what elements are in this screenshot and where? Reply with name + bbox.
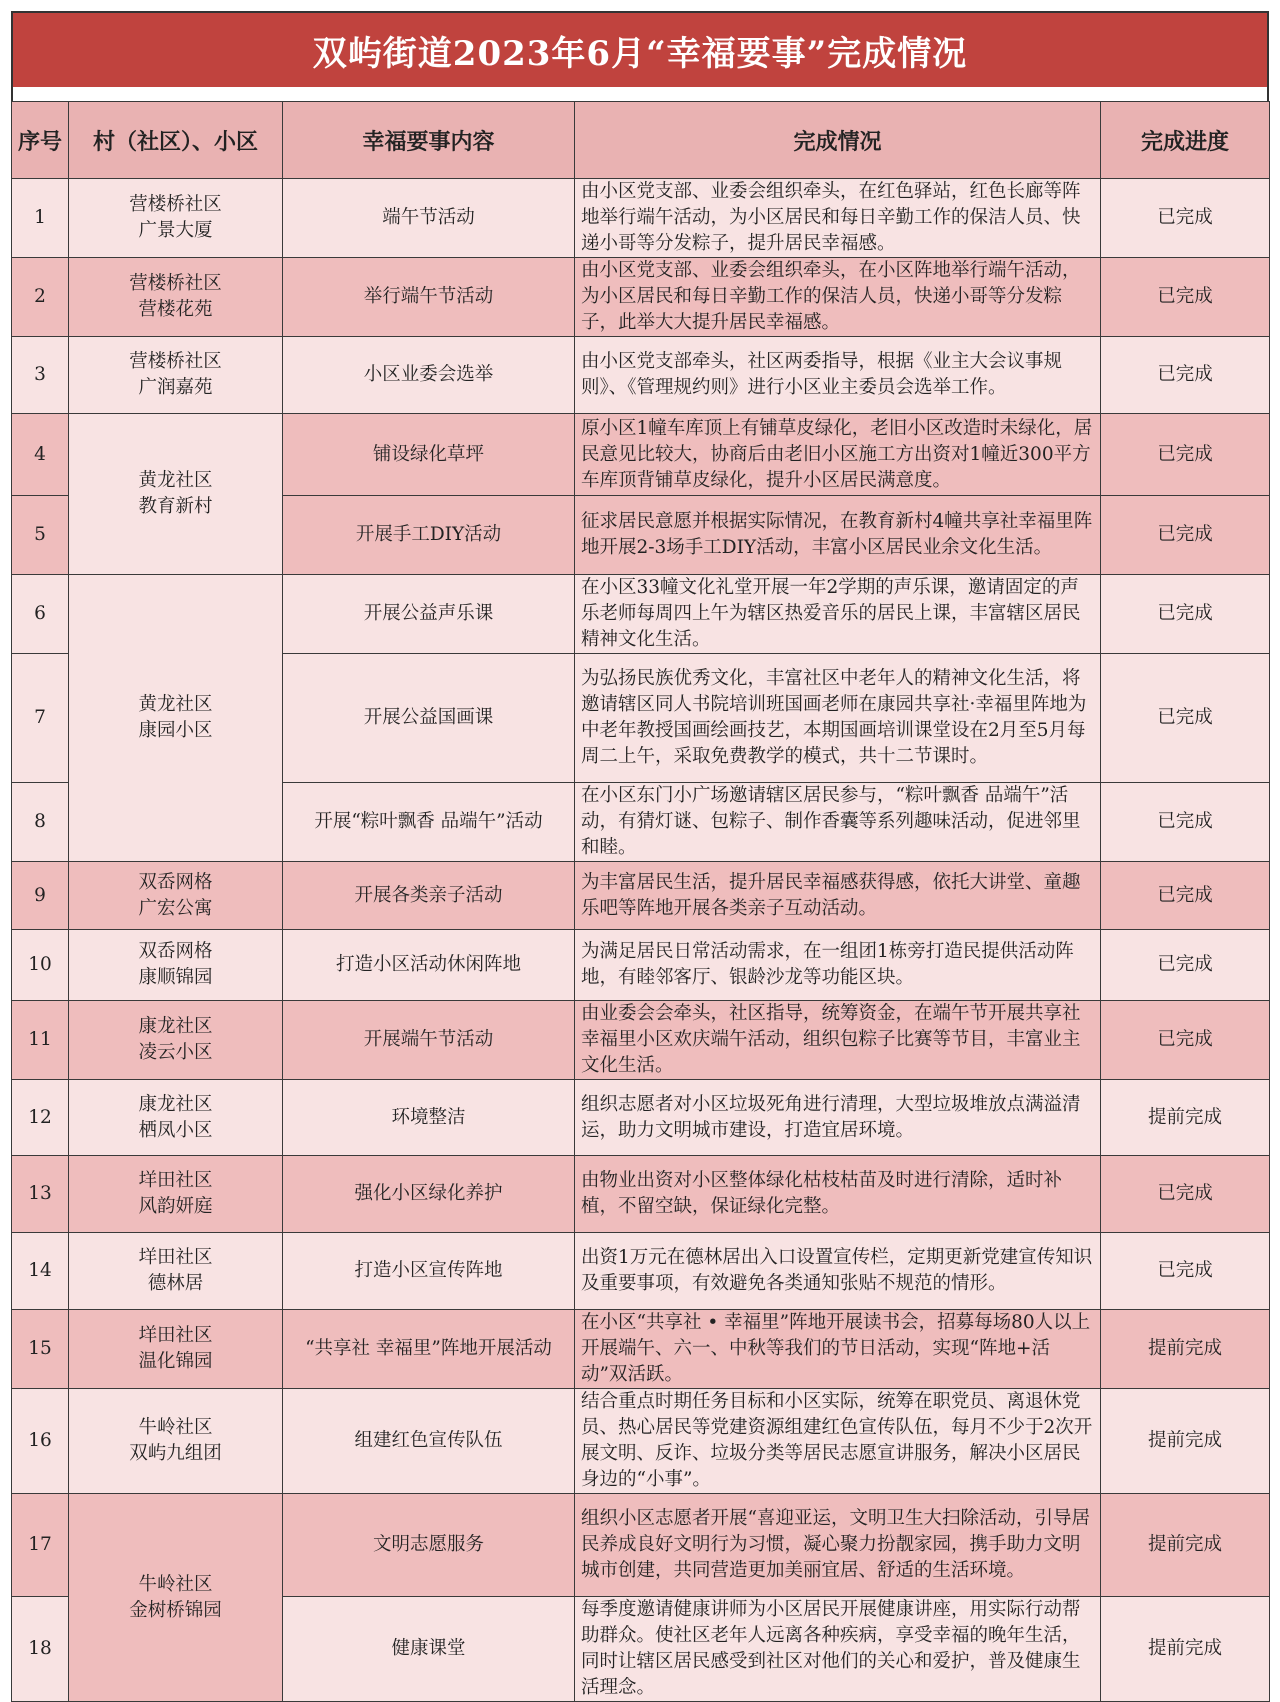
row-progress: 提前完成 [1101,1310,1270,1389]
table-row [12,1494,1270,1597]
row-status: 在小区东门小广场邀请辖区居民参与，“粽叶飘香 品端午”活动，有猜灯谜、包粽子、制作香囊等系列趣味活动，促进邻里和睦。 [575,783,1101,862]
row-status: 由小区党支部、业委会组织牵头，在小区阵地举行端午活动，为小区居民和每日辛勤工作的保洁人员，快递小哥等分发粽子，此举大大提升居民幸福感。 [575,258,1101,337]
community-name: 双岙网格 [138,941,213,962]
table-row [12,337,1270,414]
header-seq: 序号 [12,102,69,179]
header-community: 村（社区）、小区 [69,102,283,179]
row-status: 每季度邀请健康讲师为小区居民开展健康讲座，用实际行动帮助群众。使社区老年人远离各种疾病，享受幸福的晚年生活，同时让辖区居民感受到社区对他们的关心和爱护，普及健康生活理念。 [575,1597,1101,1702]
row-content: 开展端午节活动 [283,1001,575,1080]
page-title: 双屿街道2023年6月“幸福要事”完成情况 [11,11,1269,87]
estate-name: 营楼花苑 [138,299,213,320]
row-status: 由业委会会牵头，社区指导，统筹资金，在端午节开展共享社 幸福里小区欢庆端午活动，组织包粽子比赛等节目，丰富业主文化生活。 [575,1001,1101,1080]
community-name: 垟田社区 [138,1247,213,1268]
estate-name: 康顺锦园 [138,967,213,988]
community-name: 营楼桥社区 [129,194,222,215]
row-community-cell [69,1001,283,1080]
row-progress: 已完成 [1101,258,1270,337]
row-progress: 已完成 [1101,1001,1270,1080]
estate-name: 凌云小区 [138,1042,213,1063]
completion-table [11,101,1270,1702]
row-status: 由小区党支部、业委会组织牵头，在红色驿站，红色长廊等阵地举行端午活动，为小区居民和每日辛勤工作的保洁人员、快递小哥等分发粽子，提升居民幸福感。 [575,179,1101,258]
row-progress: 已完成 [1101,1156,1270,1233]
community-name: 牛岭社区 [138,1573,213,1595]
community-name: 康龙社区 [138,1016,213,1037]
estate-name: 德林居 [147,1273,204,1294]
table-row [12,930,1270,1001]
row-seq: 8 [12,783,69,862]
row-progress: 已完成 [1101,337,1270,414]
row-progress: 提前完成 [1101,1597,1270,1702]
estate-name: 广宏公寓 [138,897,213,919]
row-content: 端午节活动 [283,179,575,258]
row-seq: 5 [12,496,69,575]
estate-name: 教育新村 [138,496,213,517]
row-progress: 已完成 [1101,496,1270,575]
row-progress: 提前完成 [1101,1080,1270,1156]
row-progress: 已完成 [1101,414,1270,496]
row-seq: 1 [12,179,69,258]
row-community-cell [69,1389,283,1494]
row-status: 由小区党支部牵头，社区两委指导，根据《业主大会议事规则》、《管理规约则》进行小区业主委员会选举工作。 [575,337,1101,414]
table-row [12,1156,1270,1233]
community-name: 黄龙社区 [138,470,213,491]
row-status: 在小区33幢文化礼堂开展一年2学期的声乐课，邀请固定的声乐老师每周四上午为辖区热爱音乐的居民上课，丰富辖区居民精神文化生活。 [575,575,1101,654]
estate-name: 双屿九组团 [129,1443,222,1464]
row-community-cell [69,258,283,337]
row-seq: 9 [12,862,69,930]
row-community-cell [69,862,283,930]
row-seq: 18 [12,1597,69,1702]
row-status: 由物业出资对小区整体绿化枯枝枯苗及时进行清除，适时补植，不留空缺，保证绿化完整。 [575,1156,1101,1233]
estate-name: 温化锦园 [138,1351,213,1372]
row-community-cell [69,1080,283,1156]
row-seq: 13 [12,1156,69,1233]
row-content: 小区业委会选举 [283,337,575,414]
row-progress: 已完成 [1101,654,1270,783]
row-status: 征求居民意愿并根据实际情况，在教育新村4幢共享社幸福里阵地开展2-3场手工DIY活动，丰富小区居民业余文化生活。 [575,496,1101,575]
row-seq: 15 [12,1310,69,1389]
table-row [12,414,1270,496]
row-seq: 12 [12,1080,69,1156]
row-community-cell [69,179,283,258]
row-community-cell [69,930,283,1001]
table-row [12,1389,1270,1494]
row-content: 强化小区绿化养护 [283,1156,575,1233]
row-content: 开展公益国画课 [283,654,575,783]
row-progress: 提前完成 [1101,1389,1270,1494]
table-header-row [12,102,1270,179]
title-gap [11,87,1269,101]
row-progress: 已完成 [1101,575,1270,654]
row-content: 组建红色宣传队伍 [283,1389,575,1494]
row-progress: 已完成 [1101,930,1270,1001]
row-content: 开展“粽叶飘香 品端午”活动 [283,783,575,862]
community-name: 牛岭社区 [138,1417,213,1438]
row-seq: 2 [12,258,69,337]
row-content: 打造小区活动休闲阵地 [283,930,575,1001]
table-row [12,179,1270,258]
header-content: 幸福要事内容 [283,102,575,179]
row-status: 组织小区志愿者开展“喜迎亚运，文明卫生大扫除活动，引导居民养成良好文明行为习惯，凝心聚力扮靓家园，携手助力文明城市创建，共同营造更加美丽宜居、舒适的生活环境。 [575,1494,1101,1597]
row-seq: 7 [12,654,69,783]
row-progress: 已完成 [1101,783,1270,862]
row-community-cell [69,1156,283,1233]
row-community-cell [69,575,283,862]
table-row [12,258,1270,337]
row-progress: 已完成 [1101,862,1270,930]
row-seq: 3 [12,337,69,414]
row-content: 健康课堂 [283,1597,575,1702]
community-name: 营楼桥社区 [129,273,222,294]
estate-name: 广景大厦 [138,220,213,241]
row-content: 开展各类亲子活动 [283,862,575,930]
estate-name: 栖凤小区 [138,1119,213,1141]
row-progress: 已完成 [1101,179,1270,258]
row-seq: 16 [12,1389,69,1494]
row-community-cell [69,1494,283,1702]
row-content: 开展公益声乐课 [283,575,575,654]
row-community-cell [69,414,283,575]
report-frame [11,11,1269,1702]
row-progress: 已完成 [1101,1233,1270,1310]
row-community-cell [69,1310,283,1389]
row-content: 环境整洁 [283,1080,575,1156]
header-progress: 完成进度 [1101,102,1270,179]
community-name: 垟田社区 [138,1325,213,1346]
estate-name: 金树桥锦园 [129,1599,222,1621]
header-status: 完成情况 [575,102,1101,179]
table-row [12,1080,1270,1156]
community-name: 康龙社区 [138,1093,213,1115]
row-content: 打造小区宣传阵地 [283,1233,575,1310]
row-status: 为丰富居民生活，提升居民幸福感获得感，依托大讲堂、童趣乐吧等阵地开展各类亲子互动活动。 [575,862,1101,930]
row-seq: 6 [12,575,69,654]
row-status: 结合重点时期任务目标和小区实际，统筹在职党员、离退休党员、热心居民等党建资源组建红色宣传队伍，每月不少于2次开展文明、反诈、垃圾分类等居民志愿宣讲服务，解决小区居民身边的“小事”。 [575,1389,1101,1494]
row-content: 开展手工DIY活动 [283,496,575,575]
community-name: 垟田社区 [138,1170,213,1191]
estate-name: 广润嘉苑 [138,377,213,398]
row-status: 为满足居民日常活动需求，在一组团1栋旁打造民提供活动阵地，有睦邻客厅、银龄沙龙等功能区块。 [575,930,1101,1001]
community-name: 黄龙社区 [138,694,213,715]
row-status: 在小区“共享社 • 幸福里”阵地开展读书会，招募每场80人以上开展端午、六一、中秋等我们的节日活动，实现“阵地+活动”双活跃。 [575,1310,1101,1389]
row-community-cell [69,1233,283,1310]
row-status: 出资1万元在德林居出入口设置宣传栏，定期更新党建宣传知识及重要事项，有效避免各类通知张贴不规范的情形。 [575,1233,1101,1310]
row-seq: 4 [12,414,69,496]
estate-name: 风韵妍庭 [138,1196,213,1217]
table-row [12,1233,1270,1310]
community-name: 营楼桥社区 [129,351,222,372]
row-seq: 17 [12,1494,69,1597]
row-content: “共享社 幸福里”阵地开展活动 [283,1310,575,1389]
row-status: 原小区1幢车库顶上有铺草皮绿化，老旧小区改造时未绿化，居民意见比较大，协商后由老旧小区施工方出资对1幢近300平方车库顶背铺草皮绿化，提升小区居民满意度。 [575,414,1101,496]
table-row [12,1310,1270,1389]
table-row [12,1001,1270,1080]
row-status: 组织志愿者对小区垃圾死角进行清理，大型垃圾堆放点满溢清运，助力文明城市建设，打造宜居环境。 [575,1080,1101,1156]
row-community-cell [69,337,283,414]
row-seq: 10 [12,930,69,1001]
table-row [12,575,1270,654]
row-content: 铺设绿化草坪 [283,414,575,496]
row-status: 为弘扬民族优秀文化，丰富社区中老年人的精神文化生活，将邀请辖区同人书院培训班国画老师在康园共享社·幸福里阵地为中老年教授国画绘画技艺，本期国画培训课堂设在2月至5月每周二上午，采取免费教学的模式，共十二节课时。 [575,654,1101,783]
table-row [12,862,1270,930]
row-content: 文明志愿服务 [283,1494,575,1597]
row-progress: 提前完成 [1101,1494,1270,1597]
row-seq: 11 [12,1001,69,1080]
row-seq: 14 [12,1233,69,1310]
estate-name: 康园小区 [138,720,213,741]
row-content: 举行端午节活动 [283,258,575,337]
community-name: 双岙网格 [138,871,213,893]
